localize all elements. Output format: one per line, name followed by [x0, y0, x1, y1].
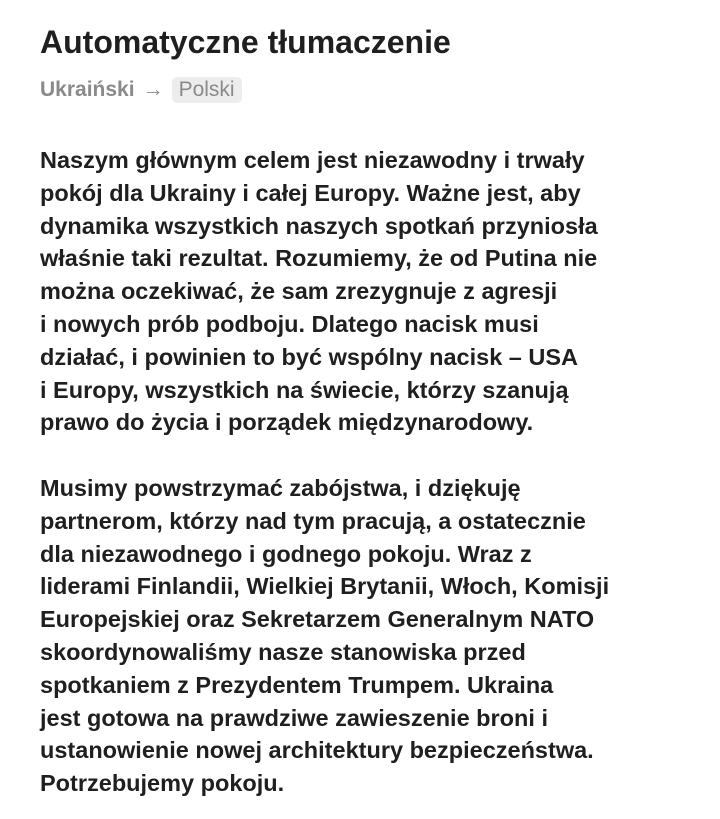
source-language-label[interactable]: Ukraiński	[40, 78, 135, 101]
text-line: można oczekiwać, że sam zrezygnuje z agresji	[40, 278, 558, 305]
target-language-button[interactable]: Polski	[172, 77, 242, 103]
text-line: i nowych prób podboju. Dlatego nacisk musi	[40, 310, 539, 337]
text-line: właśnie taki rezultat. Rozumiemy, że od Putina nie	[40, 245, 598, 272]
text-line: partnerom, którzy nad tym pracują, a ostatecznie	[40, 507, 586, 534]
text-line: Naszym głównym celem jest niezawodny i trwały	[40, 147, 585, 173]
page-title: Automatyczne tłumaczenie	[40, 24, 451, 60]
text-line: ustanowienie nowej architektury bezpieczeństwa.	[40, 737, 594, 764]
text-line: Musimy powstrzymać zabójstwa, i dziękuję	[40, 474, 521, 501]
text-line: działać, i powinien to być wspólny nacisk – USA	[40, 343, 579, 370]
text-line: prawo do życia i porządek międzynarodowy.	[40, 409, 534, 436]
text-line: dynamika wszystkich naszych spotkań przyniosła	[40, 212, 598, 239]
text-line: liderami Finlandii, Wielkiej Brytanii, Włoch, Komisji	[40, 573, 610, 600]
paragraph-1	[40, 144, 700, 439]
text-line: skoordynowaliśmy nasze stanowiska przed	[40, 638, 526, 665]
text-line: Potrzebujemy pokoju.	[40, 770, 285, 797]
text-line: pokój dla Ukrainy i całej Europy. Ważne jest, aby	[40, 179, 581, 206]
arrow-right-icon: →	[142, 78, 164, 101]
text-line: dla niezawodnego i godnego pokoju. Wraz z	[40, 540, 532, 567]
paragraph-2	[40, 472, 700, 800]
text-line: jest gotowa na prawdziwe zawieszenie broni i	[40, 704, 548, 731]
text-line: spotkaniem z Prezydentem Trumpem. Ukraina	[40, 671, 554, 698]
text-line: Europejskiej oraz Sekretarzem Generalnym NATO	[40, 606, 595, 633]
translated-text	[40, 144, 700, 800]
language-selector-row	[40, 75, 700, 105]
text-line: i Europy, wszystkich na świecie, którzy szanują	[40, 376, 569, 403]
